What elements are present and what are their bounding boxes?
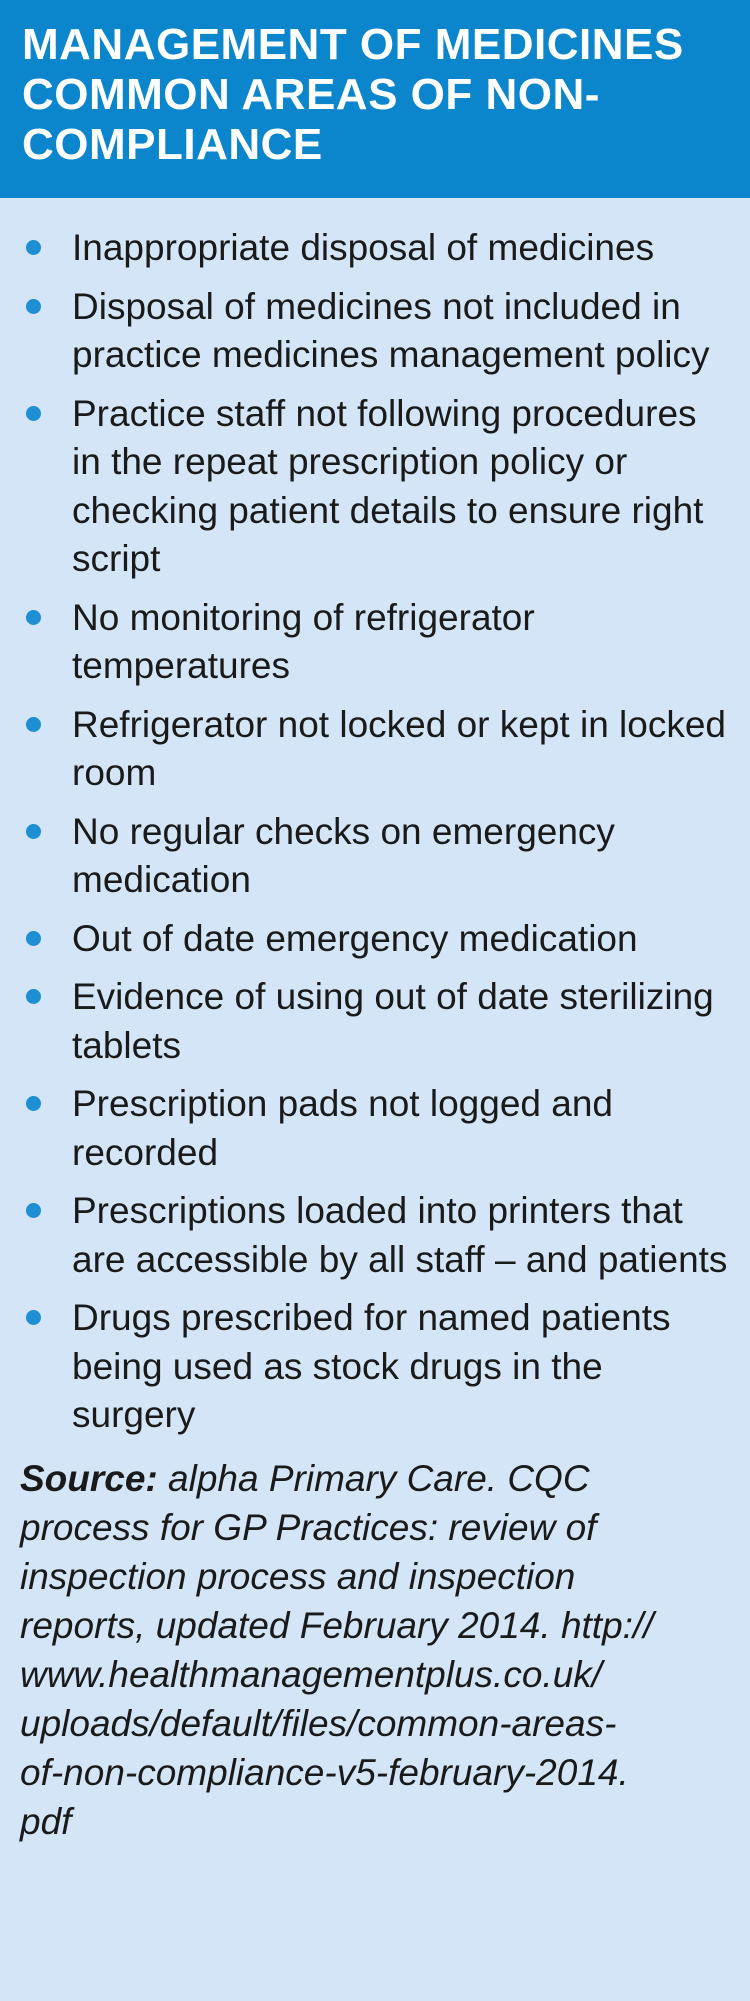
bullet-icon: [26, 610, 41, 625]
list-item-text: Inappropriate disposal of medicines: [72, 227, 655, 268]
list-item: [0, 973, 730, 1070]
source-label: Source:: [20, 1457, 158, 1499]
list-item-text: Prescriptions loaded into printers that are accessible by all staff – and patients: [72, 1190, 728, 1280]
source-citation: [0, 1450, 750, 1846]
source-line: [20, 1454, 734, 1503]
list-item: [0, 808, 730, 905]
bullet-icon: [26, 989, 41, 1004]
list-item-text: Out of date emergency medication: [72, 917, 638, 959]
list-item-text: Practice staff not following procedures in the repeat prescription policy or checking patient details to ensure right script: [72, 392, 704, 579]
list-item: [0, 915, 730, 964]
box-title-line: MANAGEMENT OF MEDICINES: [22, 20, 684, 69]
source-text: alpha Primary Care. CQC: [168, 1457, 590, 1499]
list-item: [0, 1294, 730, 1440]
list-item: [0, 701, 730, 798]
bullet-icon: [26, 824, 41, 839]
non-compliance-list: [0, 198, 750, 1440]
bullet-icon: [26, 1310, 41, 1325]
bullet-icon: [26, 1096, 41, 1111]
bullet-icon: [26, 406, 41, 421]
list-item-text: Disposal of medicines not included in practice medicines management policy: [72, 285, 710, 375]
list-item: [0, 224, 730, 273]
list-item: [0, 594, 730, 691]
list-item-text: Drugs prescribed for named patients being used as stock drugs in the surgery: [72, 1297, 671, 1435]
source-line: pdf: [20, 1800, 72, 1842]
source-line: inspection process and inspection: [20, 1555, 576, 1597]
list-item-text: Refrigerator not locked or kept in locked room: [72, 703, 727, 793]
bullet-icon: [26, 931, 41, 946]
source-line: process for GP Practices: review of: [20, 1506, 597, 1548]
bullet-icon: [26, 717, 41, 732]
source-line: of-non-compliance-v5-february-2014.: [20, 1751, 629, 1793]
list-item-text: Prescription pads not logged and recorded: [72, 1083, 613, 1173]
list-item: [0, 1080, 730, 1177]
bullet-icon: [26, 299, 41, 314]
box-title-line: COMPLIANCE: [22, 120, 323, 169]
list-item-text: Evidence of using out of date sterilizing tablets: [72, 976, 714, 1066]
source-line: www.healthmanagementplus.co.uk/: [20, 1653, 603, 1695]
source-line: uploads/default/files/common-areas-: [20, 1702, 617, 1744]
box-header: [0, 0, 750, 198]
box-title: [22, 20, 730, 170]
box-title-line: COMMON AREAS OF NON-: [22, 70, 600, 119]
list-item-text: No regular checks on emergency medication: [72, 810, 615, 900]
list-item: [0, 283, 730, 380]
source-line: reports, updated February 2014. http://: [20, 1604, 654, 1646]
list-item-text: No monitoring of refrigerator temperatures: [72, 596, 535, 686]
list-item: [0, 390, 730, 584]
list-item: [0, 1187, 730, 1284]
bullet-icon: [26, 240, 41, 255]
bullet-icon: [26, 1203, 41, 1218]
